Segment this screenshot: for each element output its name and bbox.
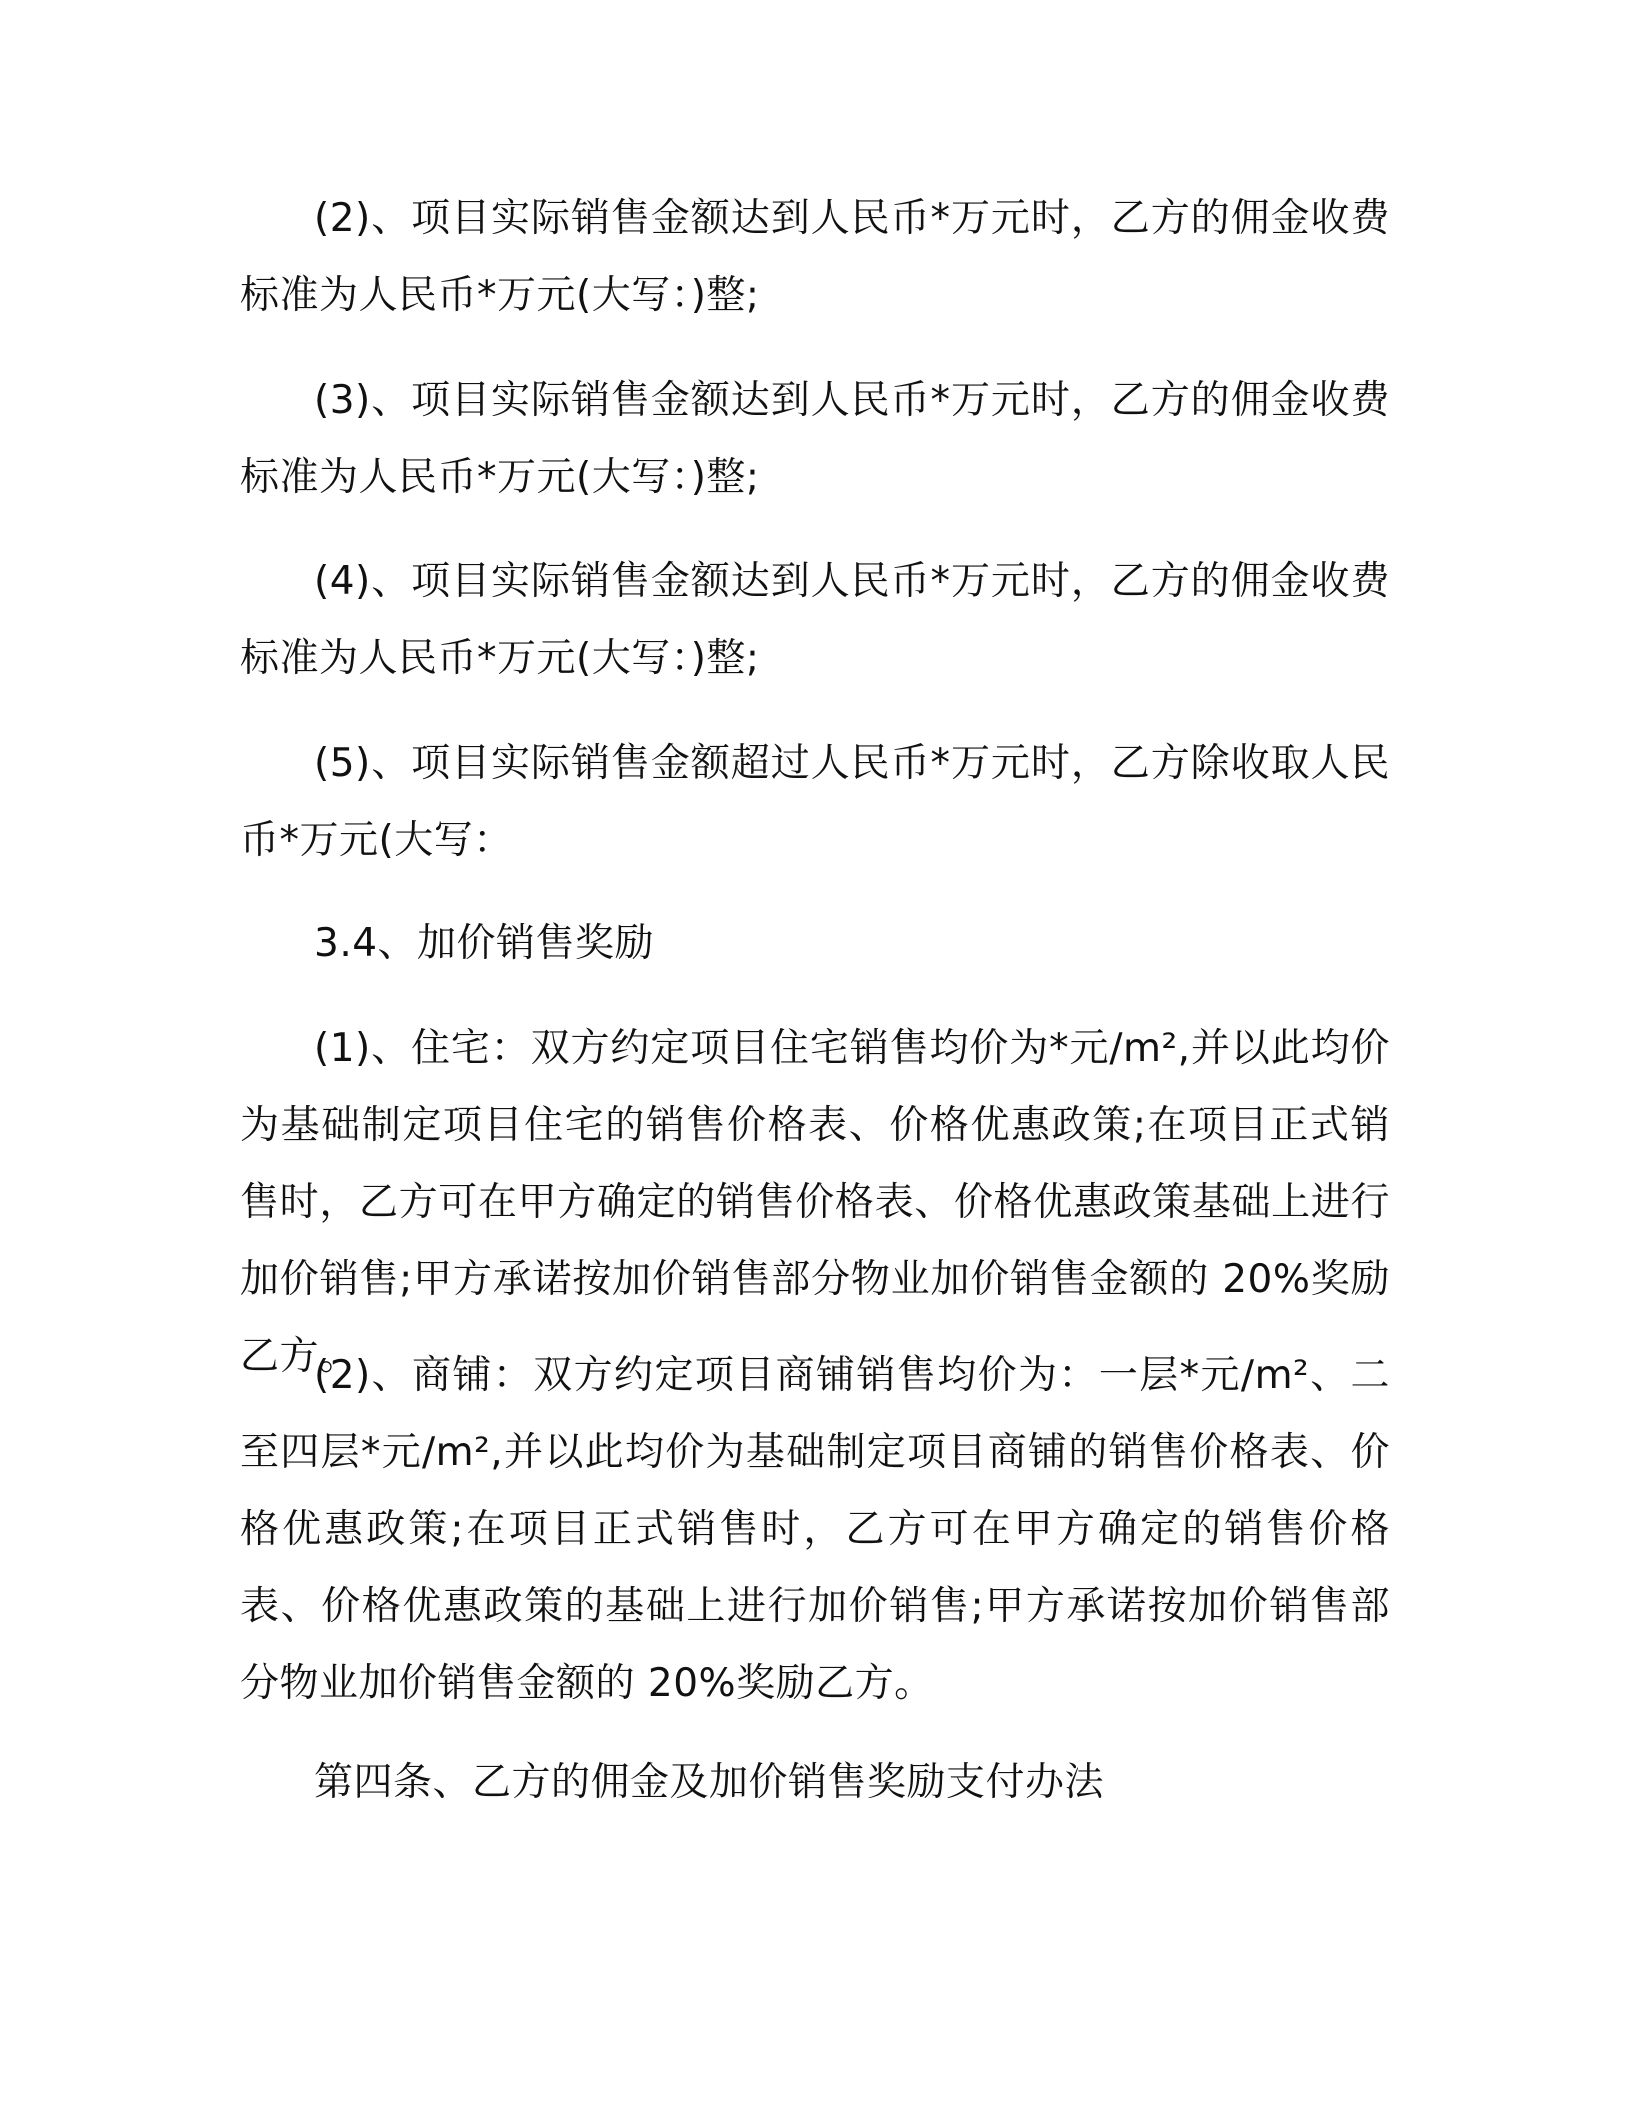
paragraph-residential-bonus: (1)、住宅：双方约定项目住宅销售均价为*元/m²,并以此均价为基础制定项目住宅的销售价格表、价格优惠政策;在项目正式销售时，乙方可在甲方确定的销售价格表、价格优惠政策基础上进行加价销售;甲方承诺按加价销售部分物业加价销售金额的 20%奖励乙方。: [240, 1026, 1390, 1379]
paragraph-commission-tier-2: (2)、项目实际销售金额达到人民币*万元时，乙方的佣金收费标准为人民币*万元(大写：)整;: [240, 196, 1390, 318]
paragraph-commission-tier-4: (4)、项目实际销售金额达到人民币*万元时，乙方的佣金收费标准为人民币*万元(大写：)整;: [240, 559, 1390, 681]
paragraph-shop-bonus: (2)、商铺：双方约定项目商铺销售均价为：一层*元/m²、二至四层*元/m²,并以此均价为基础制定项目商铺的销售价格表、价格优惠政策;在项目正式销售时，乙方可在甲方确定的销售价格表、价格优惠政策的基础上进行加价销售;甲方承诺按加价销售部分物业加价销售金额的 20%奖励乙方。: [240, 1353, 1390, 1706]
paragraph-commission-tier-3: (3)、项目实际销售金额达到人民币*万元时，乙方的佣金收费标准为人民币*万元(大写：)整;: [240, 378, 1390, 500]
article-four-heading: 第四条、乙方的佣金及加价销售奖励支付办法: [314, 1760, 1105, 1805]
paragraph-commission-tier-5: (5)、项目实际销售金额超过人民币*万元时，乙方除收取人民币*万元(大写：: [240, 741, 1390, 863]
section-heading-3-4: 3.4、加价销售奖励: [314, 921, 655, 966]
